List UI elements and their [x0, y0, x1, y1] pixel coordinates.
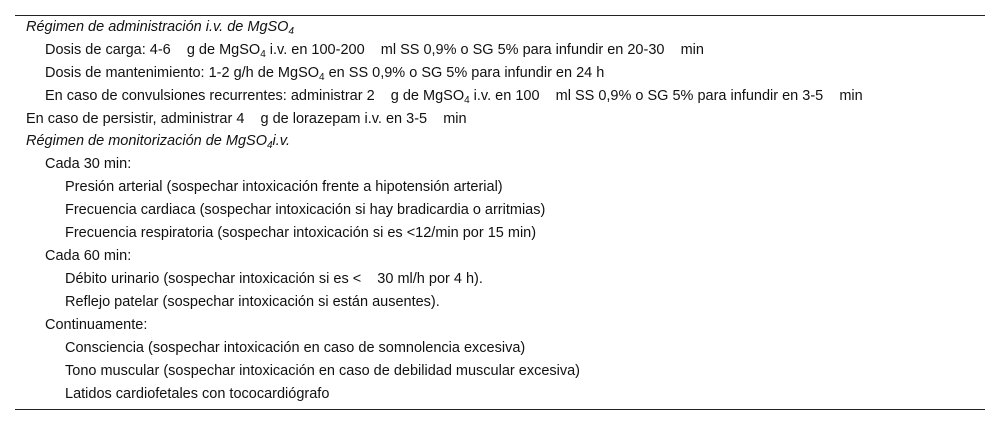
- table-row-urine-output: [65, 270, 483, 288]
- row-text: Dosis de carga: 4-6 g de MgSO: [45, 42, 261, 58]
- table-row-continuously: [45, 316, 147, 334]
- row-text: Régimen de administración i.v. de MgSO: [26, 19, 289, 35]
- table-row-heart-rate: [65, 201, 545, 219]
- row-text: Tono muscular (sospechar intoxicación en caso de debilidad muscular excesiva): [65, 363, 581, 379]
- row-text: Continuamente:: [45, 317, 148, 333]
- subscript: 4: [288, 26, 295, 37]
- section-heading-monitoring: [26, 132, 290, 150]
- row-text: Régimen de monitorización de MgSO: [26, 133, 267, 149]
- subscript: 4: [266, 140, 273, 151]
- subscript: 4: [319, 72, 325, 83]
- table-row-maintenance-dose: [45, 64, 604, 82]
- table-row-patellar-reflex: [65, 293, 440, 311]
- row-text: En caso de convulsiones recurrentes: administrar 2 g de MgSO: [45, 88, 465, 104]
- table-row-every-60-min: [45, 247, 131, 265]
- row-text: Frecuencia cardiaca (sospechar intoxicación si hay bradicardia o arritmias): [65, 202, 546, 218]
- table-row-loading-dose: [45, 41, 704, 59]
- table-row-respiratory-rate: [65, 224, 536, 242]
- row-text: Cada 30 min:: [45, 156, 132, 172]
- row-text: i.v. en 100 ml SS 0,9% o SG 5% para infundir en 3-5 min: [469, 88, 863, 104]
- row-text: Cada 60 min:: [45, 248, 132, 264]
- table-row-muscle-tone: [65, 362, 580, 380]
- row-text: Débito urinario (sospechar intoxicación si es < 30 ml/h por 4 h).: [65, 271, 483, 287]
- subscript: 4: [260, 49, 266, 60]
- row-text: Reflejo patelar (sospechar intoxicación si están ausentes).: [65, 294, 440, 310]
- table-row-fetal-heart: [65, 385, 329, 403]
- subscript: 4: [464, 95, 470, 106]
- row-text: Consciencia (sospechar intoxicación en caso de somnolencia excesiva): [65, 340, 526, 356]
- row-text: en SS 0,9% o SG 5% para infundir en 24 h: [324, 65, 605, 81]
- row-text: Latidos cardiofetales con tococardiógrafo: [65, 386, 330, 402]
- table-row-persistence: [26, 110, 467, 128]
- row-text: Dosis de mantenimiento: 1-2 g/h de MgSO: [45, 65, 320, 81]
- table-row-recurrent-seizures: [45, 87, 863, 105]
- row-text: Frecuencia respiratoria (sospechar intoxicación si es <12/min por 15 min): [65, 225, 537, 241]
- row-text: Presión arterial (sospechar intoxicación frente a hipotensión arterial): [65, 179, 503, 195]
- table-row-blood-pressure: [65, 178, 503, 196]
- row-text: i.v. en 100-200 ml SS 0,9% o SG 5% para infundir en 20-30 min: [265, 42, 704, 58]
- row-text: En caso de persistir, administrar 4 g de lorazepam i.v. en 3-5 min: [26, 111, 467, 127]
- row-text: i.v.: [272, 133, 290, 149]
- table-bottom-rule: [15, 409, 985, 410]
- table-top-rule: [15, 15, 985, 16]
- section-heading-administration: [26, 18, 294, 36]
- table-row-consciousness: [65, 339, 525, 357]
- table-row-every-30-min: [45, 155, 131, 173]
